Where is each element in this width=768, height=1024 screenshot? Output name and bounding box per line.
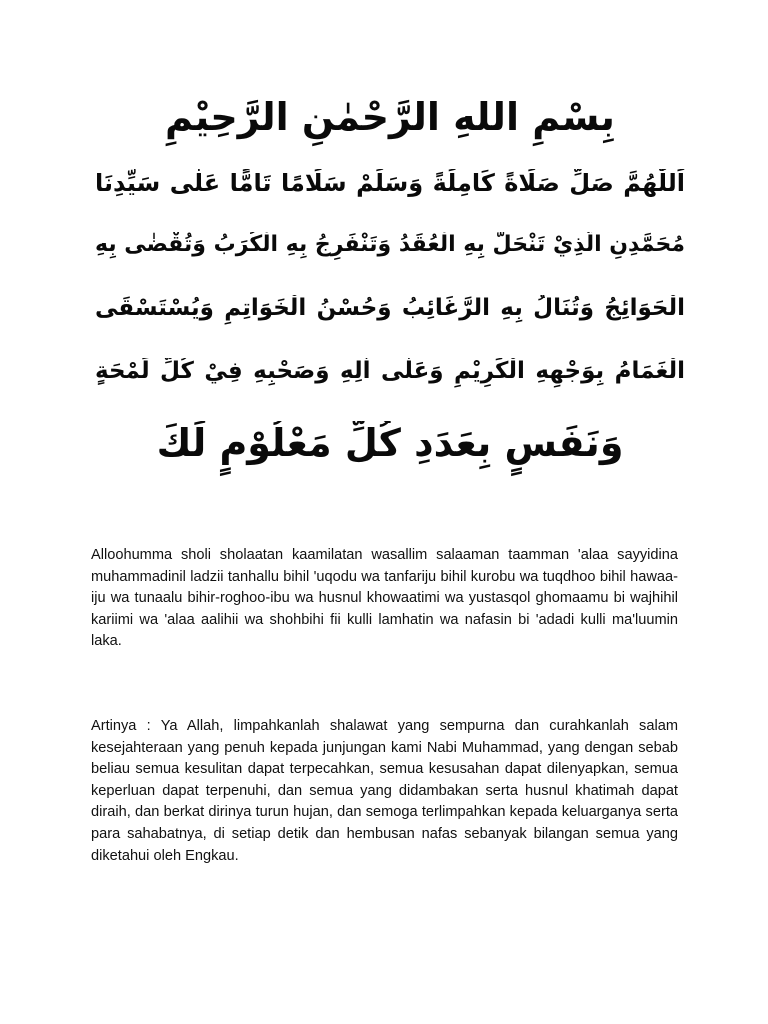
arabic-line-2: مُحَمَّدِنِ الَّذِيْ تَنْحَلُّ بِهِ الْعُقَدُ وَتَنْفَرِجُ بِهِ الْكُرَبُ وَتُقْضٰى بِهِ: [95, 231, 685, 257]
arabic-prayer-text: [95, 95, 685, 484]
arabic-line-1: اَللّٰهُمَّ صَلِّ صَلَاةً كَامِلَةً وَسَلِّمْ سَلَامًا تَامًّا عَلٰى سَيِّدِنَا: [95, 168, 685, 197]
arabic-line-3: الْحَوَائِجُ وَتُنَالُ بِهِ الرَّغَائِبُ وَحُسْنُ الْخَوَاتِمِ وَيُسْتَسْقَى: [95, 294, 685, 321]
bismillah-heading: بِسْمِ اللهِ الرَّحْمٰنِ الرَّحِيْمِ: [165, 95, 615, 139]
translation-paragraph: Artinya : Ya Allah, limpahkanlah shalawat yang sempurna dan curahkanlah salam kesejahteraan yang penuh kepada junjungan kami Nabi Muhammad, yang dengan sebab beliau semua kesulitan dapat terpecahkan, semua kesusahan dapat dilenyapkan, semua keperluan dapat terpenuhi, dan semua yang didambakan serta husnul khatimah dapat diraih, dan berkat dirinya turun hujan, dan semoga terlimpahkan kepada keluarganya serta para sahabatnya, di setiap detik dan hembusan nafas sebanyak bilangan semua yang diketahui oleh Engkau.: [91, 718, 678, 864]
transliteration-paragraph: Alloohumma sholi sholaatan kaamilatan wasallim salaaman taamman 'alaa sayyidina muhammadinil ladzii tanhallu bihil 'uqodu wa tanfariju bihil kurobu wa tuqdhoo bihil hawaa-iju wa tunaalu bihir-roghoo-ibu wa husnul khowaatimi wa yustasqol ghomaamu bi wajhihil kariimi wa 'alaa aalihii wa shohbihi fii kulli lamhatin wa nafasin bi 'adadi kulli ma'luumin laka.: [91, 547, 678, 650]
arabic-line-4: الْغَمَامُ بِوَجْهِهِ الْكَرِيْمِ وَعَلٰى اٰلِهِ وَصَحْبِهِ فِيْ كُلِّ لَمْحَةٍ: [95, 357, 685, 384]
arabic-line-5: وَنَفَسٍ بِعَدَدِ كُلِّ مَعْلُوْمٍ لَكَ: [156, 420, 624, 465]
